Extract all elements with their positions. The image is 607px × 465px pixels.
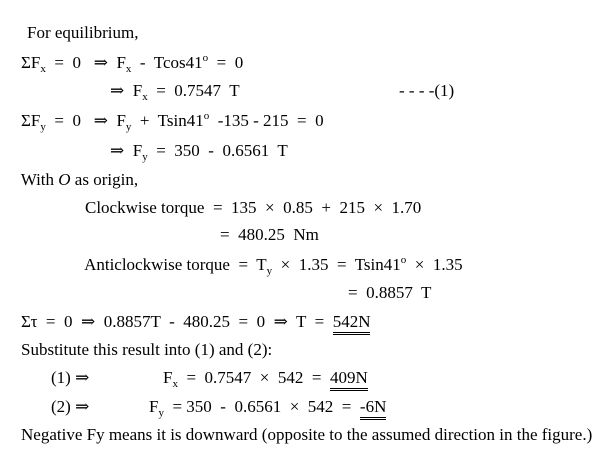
torque-balance-expr: Στ = 0 ⇒ 0.8857T - 480.25 = 0 ⇒ T = <box>21 312 333 331</box>
sum-fx-degree: o <box>202 52 209 64</box>
sum-fx-rhs: - Tcos41 <box>131 53 203 72</box>
sum-fx-lhs: ΣF <box>21 53 41 72</box>
equation-tag-1 <box>382 61 454 121</box>
tension-answer: 542N <box>333 312 371 335</box>
substitute-label: Substitute this result into (1) and (2): <box>21 340 273 359</box>
substitution-2-var: F <box>149 397 159 416</box>
sum-fy-end: -135 - 215 = 0 <box>209 111 324 130</box>
sum-fy-rhs: + Tsin41 <box>131 111 204 130</box>
intro-label: For equilibrium, <box>27 23 139 42</box>
fx-result-sub: x <box>142 91 148 103</box>
substitution-1-rest: = 0.7547 × 542 = <box>177 368 330 387</box>
anticlockwise-end: × 1.35 <box>406 255 463 274</box>
anticlockwise-mid: × 1.35 = Tsin41 <box>272 255 401 274</box>
sum-fx-end: = 0 <box>208 53 244 72</box>
substitution-1-sub: x <box>172 378 178 390</box>
anticlockwise-torque-result: = 0.8857 T <box>348 283 432 302</box>
substitution-2-tag: (2) ⇒ <box>51 397 90 416</box>
fx-answer: 409N <box>330 368 368 391</box>
equation-tag-1-label: - - - -(1) <box>399 81 455 100</box>
fy-result-a: ⇒ F <box>110 141 143 160</box>
sum-fy-mid: = 0 ⇒ F <box>45 111 126 130</box>
clockwise-torque-result: = 480.25 Nm <box>220 225 319 244</box>
substitution-1-tag: (1) ⇒ <box>51 368 90 387</box>
substitution-2-sub: y <box>158 407 164 419</box>
fx-result-b: = 0.7547 T <box>147 81 240 100</box>
sum-fx-mid: = 0 ⇒ F <box>45 53 126 72</box>
origin-post: as origin, <box>70 170 139 189</box>
conclusion-label: Negative Fy means it is downward (opposite to the assumed direction in the figure.) <box>21 425 593 444</box>
clockwise-torque-expr: Clockwise torque = 135 × 0.85 + 215 × 1.70 <box>85 198 422 217</box>
fx-result-a: ⇒ F <box>110 81 143 100</box>
sum-fy-lhs-sub: y <box>40 121 46 133</box>
sum-fy-lhs: ΣF <box>21 111 41 130</box>
anticlockwise-sub: y <box>266 265 273 277</box>
fy-answer: -6N <box>360 397 386 420</box>
sum-fx-lhs-sub: x <box>40 63 46 75</box>
sum-fx-mid-sub: x <box>125 63 132 75</box>
fy-result-sub: y <box>142 151 148 163</box>
sum-fy-mid-sub: y <box>125 121 132 133</box>
sum-fy-degree: o <box>203 110 210 122</box>
conclusion-text <box>4 405 592 465</box>
origin-symbol: O <box>58 170 71 189</box>
substitution-1-var: F <box>163 368 173 387</box>
anticlockwise-pre: Anticlockwise torque = T <box>84 255 267 274</box>
substitution-2-rest: = 350 - 0.6561 × 542 = <box>163 397 360 416</box>
fy-result-b: = 350 - 0.6561 T <box>147 141 288 160</box>
origin-pre: With <box>20 170 59 189</box>
anticlockwise-degree: o <box>400 254 407 266</box>
